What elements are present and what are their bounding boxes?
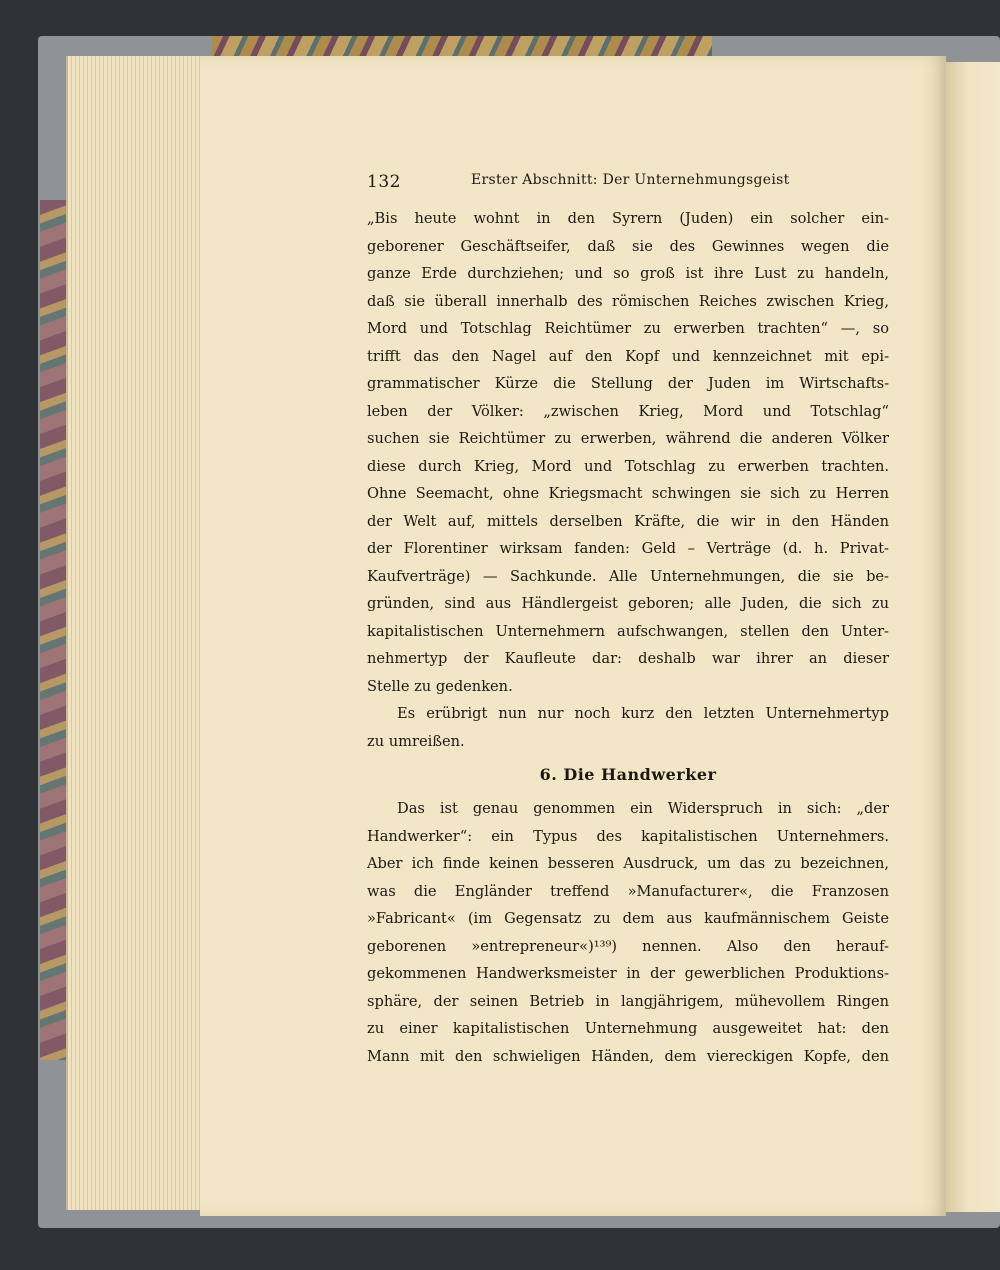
- text-line: nehmertyp der Kaufleute dar: deshalb war ihrer an dieser: [367, 650, 889, 667]
- page-stack-edges: [66, 56, 208, 1210]
- text-line: gründen, sind aus Händlergeist geboren; alle Juden, die sich zu: [367, 595, 889, 612]
- text-line: suchen sie Reichtümer zu erwerben, während die anderen Völker: [367, 430, 889, 447]
- text-line: geborenen »entrepreneur«)¹³⁹) nennen. Also den herauf-: [367, 937, 889, 955]
- text-line: Kaufverträge) — Sachkunde. Alle Unternehmungen, die sie be-: [367, 567, 889, 585]
- marbled-paper-top: [212, 36, 712, 58]
- text-line: »Fabricant« (im Gegensatz zu dem aus kaufmännischem Geiste: [367, 910, 889, 927]
- page-number: 132: [367, 172, 401, 192]
- text-line: daß sie überall innerhalb des römischen Reiches zwischen Krieg,: [367, 292, 889, 310]
- text-line: leben der Völker: „zwischen Krieg, Mord und Totschlag“: [367, 402, 889, 420]
- section-heading: 6. Die Handwerker: [539, 765, 717, 784]
- text-line: diese durch Krieg, Mord und Totschlag zu erwerben trachten.: [367, 457, 889, 475]
- text-line: ganze Erde durchziehen; und so groß ist ihre Lust zu handeln,: [367, 265, 889, 282]
- text-line: zu umreißen.: [367, 732, 465, 750]
- text-line: zu einer kapitalistischen Unternehmung ausgeweitet hat: den: [367, 1020, 889, 1037]
- text-line: grammatischer Kürze die Stellung der Juden im Wirtschafts-: [367, 375, 889, 392]
- text-line: sphäre, der seinen Betrieb in langjährigem, mühevollem Ringen: [367, 992, 889, 1010]
- running-head: Erster Abschnitt: Der Unternehmungsgeist: [471, 172, 790, 188]
- text-line: Handwerker“: ein Typus des kapitalistischen Unternehmers.: [367, 827, 889, 845]
- text-line: der Welt auf, mittels derselben Kräfte, die wir in den Händen: [367, 512, 889, 530]
- text-line: kapitalistischen Unternehmern aufschwangen, stellen den Unter-: [367, 622, 889, 640]
- text-line: Das ist genau genommen ein Widerspruch in sich: „der: [397, 800, 889, 817]
- text-line: trifft das den Nagel auf den Kopf und kennzeichnet mit epi-: [367, 347, 889, 365]
- text-line: Mann mit den schwieligen Händen, dem viereckigen Kopfe, den: [367, 1047, 889, 1065]
- facing-page-edge: [946, 62, 1000, 1212]
- text-line: „Bis heute wohnt in den Syrern (Juden) ein solcher ein-: [367, 210, 889, 227]
- text-line: geborener Geschäftseifer, daß sie des Gewinnes wegen die: [367, 237, 889, 255]
- text-line: was die Engländer treffend »Manufacturer«, die Franzosen: [367, 882, 889, 900]
- text-line: Es erübrigt nun nur noch kurz den letzten Unternehmertyp: [397, 705, 889, 722]
- text-line: der Florentiner wirksam fanden: Geld – Verträge (d. h. Privat-: [367, 540, 889, 557]
- text-line: Aber ich finde keinen besseren Ausdruck, um das zu bezeichnen,: [367, 855, 889, 872]
- text-line: Ohne Seemacht, ohne Kriegsmacht schwingen sie sich zu Herren: [367, 485, 889, 502]
- body-text: [367, 205, 889, 1070]
- text-line: Mord und Totschlag Reichtümer zu erwerben trachten“ —, so: [367, 320, 889, 337]
- marbled-paper-left: [40, 200, 66, 1060]
- text-line: gekommenen Handwerksmeister in der gewerblichen Produktions-: [367, 965, 889, 982]
- page-header: [367, 172, 889, 196]
- text-line: Stelle zu gedenken.: [367, 677, 513, 695]
